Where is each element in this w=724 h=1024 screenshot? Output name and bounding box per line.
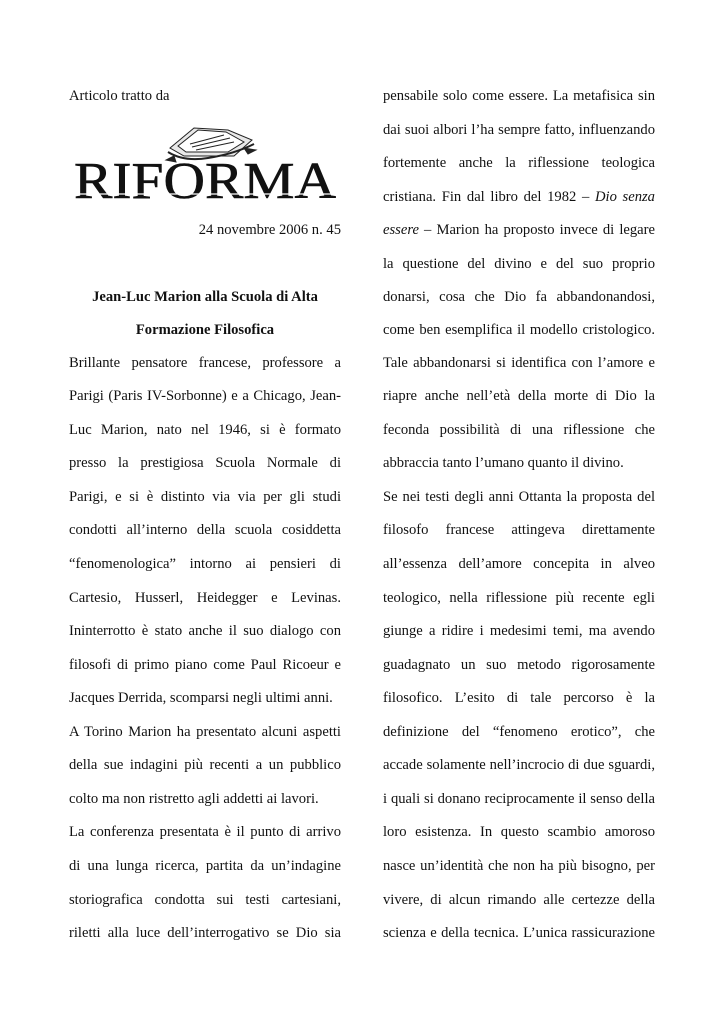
body-line: la questione del divino e del suo proprio bbox=[383, 256, 655, 272]
logo-text: RIFORMA bbox=[74, 153, 337, 202]
body-line: guadagnato un suo metodo rigorosamente bbox=[383, 657, 655, 673]
article-title-line-2: Formazione Filosofica bbox=[135, 322, 275, 338]
body-line: nasce un’identità che non ha più bisogno, per bbox=[383, 858, 655, 874]
body-line: fortemente anche la riflessione teologica bbox=[383, 155, 655, 171]
body-line: i quali si donano reciprocamente il senso della bbox=[383, 791, 655, 807]
body-line: all’essenza dell’amore concepita in alveo bbox=[383, 556, 655, 572]
body-line: abbraccia tanto l’umano quanto il divino. bbox=[383, 455, 624, 471]
book-title: Dio senza bbox=[594, 189, 655, 205]
body-line: dai suoi albori l’ha sempre fatto, influenzando bbox=[383, 122, 655, 138]
body-line: feconda possibilità di una riflessione che bbox=[383, 422, 655, 438]
body-line: vivere, di alcun rimando alle certezze della bbox=[383, 892, 655, 908]
body-line: cristiana. Fin dal libro del 1982 – Dio senza bbox=[383, 189, 655, 205]
body-line: Parigi (Paris IV-Sorbonne) e a Chicago, Jean- bbox=[69, 388, 341, 404]
body-line: filosofico. L’esito di tale percorso è la bbox=[383, 690, 655, 706]
body-line: donarsi, cosa che Dio fa abbandonandosi, bbox=[383, 289, 655, 305]
body-line: loro esistenza. In questo scambio amoroso bbox=[383, 824, 655, 840]
body-line: La conferenza presentata è il punto di arrivo bbox=[69, 824, 341, 840]
body-line: di una lunga ricerca, partita da un’indagine bbox=[69, 858, 341, 874]
body-line: accade solamente nell’incrocio di due sguardi, bbox=[383, 757, 655, 773]
body-line: come ben esemplifica il modello cristologico. bbox=[383, 322, 655, 338]
body-line: riletti alla luce dell’interrogativo se Dio sia bbox=[69, 925, 341, 941]
body-line: riapre anche nell’età della morte di Dio la bbox=[383, 388, 655, 404]
body-line: giunge a ridire i medesimi temi, ma avendo bbox=[383, 623, 655, 639]
body-line: Jacques Derrida, scomparsi negli ultimi anni. bbox=[69, 690, 333, 706]
body-line: condotti all’interno della scuola cosiddetta bbox=[69, 522, 341, 538]
riforma-logo bbox=[72, 120, 338, 202]
body-line: pensabile solo come essere. La metafisica sin bbox=[383, 88, 655, 104]
body-line: della sue indagini più recenti a un pubblico bbox=[69, 757, 341, 773]
issue-date: 24 novembre 2006 n. 45 bbox=[198, 222, 341, 238]
body-line: Luc Marion, nato nel 1946, si è formato bbox=[69, 422, 341, 438]
body-line: essere – Marion ha proposto invece di legare bbox=[383, 222, 655, 238]
body-line: A Torino Marion ha presentato alcuni aspetti bbox=[69, 724, 341, 740]
article-title-line-1: Jean-Luc Marion alla Scuola di Alta bbox=[92, 289, 318, 305]
body-line: scienza e della tecnica. L’unica rassicurazione bbox=[383, 925, 655, 941]
body-line: Ininterrotto è stato anche il suo dialogo con bbox=[69, 623, 341, 639]
body-line: teologico, nella riflessione più recente egli bbox=[383, 590, 655, 606]
body-line: definizione del “fenomeno erotico”, che bbox=[383, 724, 655, 740]
body-line: filosofi di primo piano come Paul Ricoeur e bbox=[69, 657, 341, 673]
body-line: filosofo francese attingeva direttamente bbox=[383, 522, 655, 538]
body-line: colto ma non ristretto agli addetti ai lavori. bbox=[69, 791, 319, 807]
source-label: Articolo tratto da bbox=[69, 88, 170, 104]
body-line: Se nei testi degli anni Ottanta la proposta del bbox=[383, 489, 655, 505]
body-line: Parigi, e si è distinto via via per gli studi bbox=[69, 489, 341, 505]
body-line: storiografica condotta sui testi cartesiani, bbox=[69, 892, 341, 908]
body-line: “fenomenologica” intorno ai pensieri di bbox=[69, 556, 341, 572]
body-line: Tale abbandonarsi si identifica con l’amore e bbox=[383, 355, 655, 371]
body-line: Cartesio, Husserl, Heidegger e Levinas. bbox=[69, 590, 341, 606]
body-line: presso la prestigiosa Scuola Normale di bbox=[69, 455, 341, 471]
book-title: essere bbox=[383, 222, 419, 238]
body-line: Brillante pensatore francese, professore a bbox=[69, 355, 341, 371]
newspaper-stack-icon bbox=[72, 120, 338, 202]
